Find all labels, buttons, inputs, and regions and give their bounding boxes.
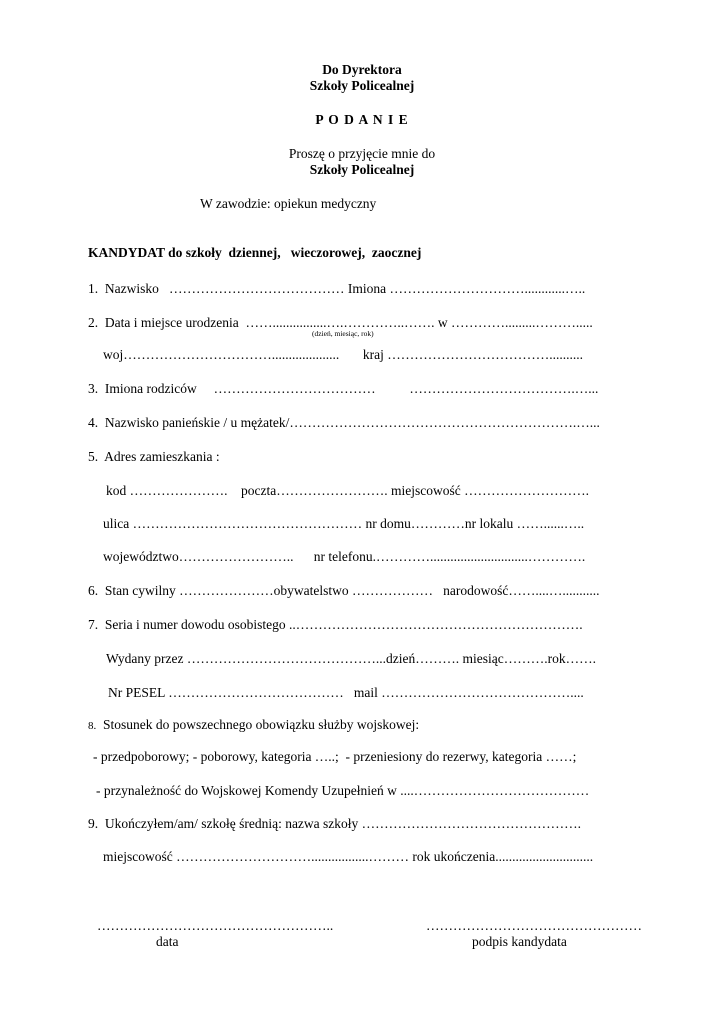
field-id-card-number: 7. Seria i numer dowodu osobistego ..………………………………………………………. — [88, 617, 583, 632]
field-postcode-post-town: kod …………………. poczta……………………. miejscowość ………………………. — [106, 483, 589, 498]
date-signature-line: …………………………………………….. — [97, 918, 334, 933]
military-service-categories: - przedpoborowy; - poborowy, kategoria …..; - przeniesiony do rezerwy, kategoria ……; — [93, 749, 577, 764]
field-marital-citizenship-nationality: 6. Stan cywilny …………………obywatelstwo ……………… narodowość……....…........... — [88, 583, 600, 598]
field-voivodeship-country: woj…………………………….................... kraj ……………………………….......... — [103, 347, 583, 362]
field-parents-names: 3. Imiona rodziców ……………………………… ……………………………….…... — [88, 381, 599, 396]
address-heading: 5. Adres zamieszkania : — [88, 449, 220, 464]
item-8-number: 8. — [88, 720, 97, 732]
field-street-house-flat: ulica …………………………………………… nr domu…………nr lokalu ……......….. — [103, 516, 585, 531]
addressee-line-1: Do Dyrektora — [322, 62, 402, 77]
field-province-phone: województwo…………………….. nr telefonu.………….............................…………. — [103, 549, 586, 564]
field-maiden-name: 4. Nazwisko panieńskie / u mężatek/……………………………………………………….…... — [88, 415, 600, 430]
military-service-heading: Stosunek do powszechnego obowiązku służby wojskowej: — [103, 717, 420, 732]
field-pesel-mail: Nr PESEL ………………………………… mail …………………………………….... — [108, 685, 584, 700]
profession-line: W zawodzie: opiekun medyczny — [200, 196, 377, 211]
military-commission-field: - przynależność do Wojskowej Komendy Uzupełnień w ....………………………………… — [96, 783, 590, 798]
field-birth-date-place: 2. Data i miejsce urodzenia ……................….…………..……. w ………….........………..... — [88, 315, 593, 330]
signature-label: podpis kandydata — [472, 934, 567, 949]
birth-date-hint: (dzień, miesiąc, rok) — [312, 329, 374, 338]
date-label: data — [156, 934, 179, 949]
field-secondary-school-name: 9. Ukończyłem/am/ szkołę średnią: nazwa szkoły …………………………………………. — [88, 816, 582, 831]
field-school-town-year: miejscowość ………………………….................……… rok ukończenia............................. — [103, 849, 594, 864]
document-title: P O D A N I E — [315, 112, 409, 127]
field-surname-names: 1. Nazwisko ………………………………… Imiona …………………………............….. — [88, 281, 586, 296]
candidate-heading: KANDYDAT do szkoły dziennej, wieczorowej, zaocznej — [88, 245, 422, 260]
addressee-line-2: Szkoły Policealnej — [309, 78, 415, 93]
field-id-issued-by-date: Wydany przez ……………………………………...dzień………. miesiąc……….rok……. — [106, 651, 596, 666]
request-line-1: Proszę o przyjęcie mnie do — [288, 146, 436, 161]
candidate-signature-line: ………………………………………… — [426, 918, 642, 933]
request-line-2: Szkoły Policealnej — [309, 162, 415, 177]
